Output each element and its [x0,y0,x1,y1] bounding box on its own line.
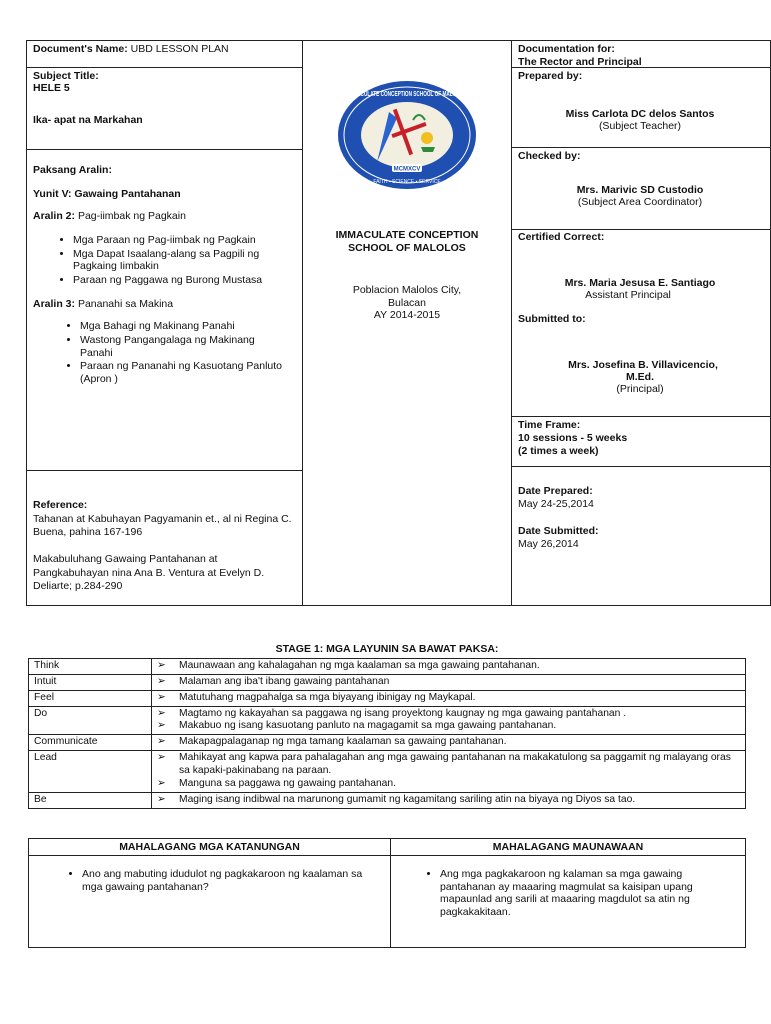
certified-correct-role: Assistant Principal [585,289,671,301]
school-name-line1: IMMACULATE CONCEPTION [335,229,479,241]
table-row [29,751,746,793]
subject-value: HELE 5 [33,82,70,94]
topic-label: Paksang Aralin: [33,164,112,176]
topic-cell [33,164,298,386]
arrow-bullet-icon: ➢ [157,793,166,805]
dates [518,485,768,552]
list-item: • Mga Dapat Isaalang-alang sa Pagpili ng Pagkaing Iimbakin [73,248,283,273]
lesson3-title: Pananahi sa Makina [77,298,174,311]
table-row [29,856,746,948]
objective-text: Matutuhang magpahalga sa mga biyayang ibinigay ng Maykapal. [179,691,476,703]
seal-lamp-base [421,147,435,152]
time-frame-sessions: 10 sessions - 5 weeks [518,432,628,445]
time-frame-frequency: (2 times a week) [518,445,599,458]
row-content [152,674,746,690]
checked-by-label: Checked by: [518,150,581,162]
understanding-list [392,868,736,918]
lesson2-title: Pag-iimbak ng Pagkain [77,210,186,222]
row-label: Intuit [29,674,152,690]
time-frame [518,419,768,458]
row-divider [511,229,771,230]
list-item: • Paraan ng Pananahi ng Kasuotang Panluto (Apron ) [80,360,290,385]
address-line2: Bulacan [388,296,426,309]
school-address [303,284,511,322]
objective-text: Maunawaan ang kahalagahan ng mga kaalaman sa mga gawaing pantahanan. [179,660,540,671]
questions-header: MAHALAGANG MGA KATANUNGAN [29,839,391,856]
unit-title: Yunit V: Gawaing Pantahanan [33,188,181,200]
submitted-to-label: Submitted to: [518,313,586,325]
row-divider [26,149,303,150]
row-content [152,792,746,808]
school-name [303,229,511,255]
table-row [29,706,746,735]
objective-text: Makapagpalaganap ng mga tamang kaalaman sa gawaing pantahanan. [179,736,507,748]
list-item: • Mga Bahagi ng Makinang Panahi [80,320,290,333]
row-content [152,751,746,793]
row-label: Do [29,706,152,735]
row-label: Be [29,792,152,808]
list-item: • Ang mga pagkakaroon ng kalaman sa mga gawaing pantahanan ay maaaring magmulat sa kaisipan upang mapaunlad ang sarili at maaaring magdulot sa atin ng pagkakakitaan. [440,868,736,918]
questions-list [30,868,372,893]
arrow-bullet-icon: ➢ [157,660,166,671]
table-row [29,735,746,751]
reference-cell [33,499,295,594]
date-prepared-value: May 24-25,2014 [518,498,594,511]
objective-text: Makabuo ng isang kasuotang panluto na magagamit sa mga gawaing pantahanan. [179,720,557,732]
subject-label: Subject Title: [33,70,99,82]
prepared-by [518,70,768,132]
document-name [33,43,301,55]
table-row [29,690,746,706]
objective-text: Manguna sa paggawa ng gawaing pantahanan. [179,777,396,789]
row-divider [511,416,771,417]
certified-correct-name: Mrs. Maria Jesusa E. Santiago [564,277,716,289]
date-prepared-label: Date Prepared: [518,485,593,497]
document-name-value: UBD LESSON PLAN [130,43,229,55]
arrow-bullet-icon: ➢ [157,707,166,719]
seal-motto-text: FAITH ▪ SCIENCE ▪ SERVICE [373,179,441,185]
reference-2: Makabuluhang Gawaing Pantahanan at Pangkabuhayan nina Ana B. Ventura at Evelyn D. Deliarte; p.284-290 [33,552,265,593]
seal-flame [421,132,433,144]
stage1-table [28,658,746,809]
row-content [152,735,746,751]
questions-cell [29,856,391,948]
seal-year-text: MCMXCV [393,166,421,173]
arrow-bullet-icon: ➢ [157,720,166,732]
row-divider [511,466,771,467]
objective-text: Maging isang indibwal na marunong gumamit ng kagamitang sariling atin na biyaya ng Diyos sa tao. [179,793,636,805]
prepared-by-role: (Subject Teacher) [598,120,682,132]
table-row [29,674,746,690]
arrow-bullet-icon: ➢ [157,777,166,789]
list-item: • Paraan ng Paggawa ng Burong Mustasa [73,274,283,287]
objective-text: Mahikayat ang kapwa para pahalagahan ang mga gawaing pantahanan na makakatulong sa paggamit ng malayang oras sa kapaki-pakinabang na paraan. [179,752,731,777]
list-item: • Ano ang mabuting idudulot ng pagkakaroon ng kaalaman sa mga gawaing pantahanan? [82,868,372,893]
submitted-to-degree: M.Ed. [626,371,654,383]
row-content [152,706,746,735]
stage1-title: STAGE 1: MGA LAYUNIN SA BAWAT PAKSA: [275,643,499,655]
submitted-to-name: Mrs. Josefina B. Villavicencio, [568,359,718,371]
list-item: • Wastong Pangangalaga ng Makinang Panahi [80,334,290,359]
reference-1: Tahanan at Kabuhayan Pagyamanin et., al ni Regina C. Buena, pahina 167-196 [33,512,292,539]
school-name-line2: SCHOOL OF MALOLOS [348,242,466,255]
time-frame-label: Time Frame: [518,419,581,431]
school-seal-logo [337,80,477,190]
table-row [29,659,746,675]
col-divider-2 [511,40,512,606]
row-label: Lead [29,751,152,793]
quarter: Ika- apat na Markahan [33,114,143,126]
reference-label: Reference: [33,499,88,511]
row-label: Think [29,659,152,675]
certified-correct [518,231,768,395]
understanding-header: MAHALAGANG MAUNAWAAN [391,839,746,856]
lesson3-heading [33,298,298,310]
arrow-bullet-icon: ➢ [157,675,166,687]
lesson3-label: Aralin 3: [33,298,76,311]
documentation-for [518,43,768,68]
row-label: Feel [29,690,152,706]
certified-correct-label: Certified Correct: [518,231,605,243]
checked-by-role: (Subject Area Coordinator) [577,196,703,208]
lesson2-list [33,234,283,286]
subject-cell [33,70,301,126]
arrow-bullet-icon: ➢ [157,691,166,703]
row-divider [511,147,771,148]
row-content [152,690,746,706]
lesson2-label: Aralin 2: [33,210,76,222]
prepared-by-name: Miss Carlota DC delos Santos [565,108,715,120]
seal-inner-field [361,102,453,168]
objective-text: Magtamo ng kakayahan sa paggawa ng isang proyektong kaugnay ng mga gawaing pantahanan . [179,707,627,719]
arrow-bullet-icon: ➢ [157,736,166,748]
submitted-to-role: (Principal) [616,383,664,395]
understanding-cell [391,856,746,948]
academic-year: AY 2014-2015 [373,309,441,322]
address-line1: Poblacion Malolos City, [352,284,462,296]
date-submitted-label: Date Submitted: [518,525,599,538]
table-row [29,792,746,808]
document-name-label: Document's Name: [33,43,128,55]
col-divider-1 [302,40,303,606]
row-label: Communicate [29,735,152,751]
checked-by [518,150,768,208]
row-divider [26,67,303,68]
documentation-for-value: The Rector and Principal [518,55,642,68]
row-content [152,659,746,675]
arrow-bullet-icon: ➢ [157,752,166,764]
objective-text: Malaman ang iba't ibang gawaing pantahanan [179,675,390,687]
list-item: • Mga Paraan ng Pag-iimbak ng Pagkain [73,234,283,247]
date-submitted-value: May 26,2014 [518,538,579,551]
table-row [29,839,746,856]
seal-name-text: IMMACULATE CONCEPTION SCHOOL OF MALOLOS [348,89,466,98]
documentation-for-label: Documentation for: [518,43,615,55]
lesson3-list [33,320,290,385]
checked-by-name: Mrs. Marivic SD Custodio [576,184,704,196]
row-divider [26,470,303,471]
lesson2-heading [33,210,298,222]
prepared-by-label: Prepared by: [518,70,583,82]
essentials-table [28,838,746,948]
